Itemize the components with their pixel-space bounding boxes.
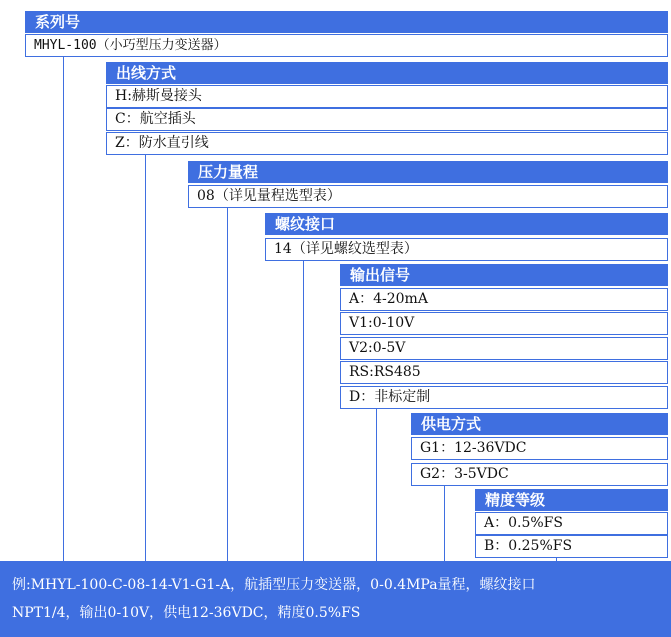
power-option: G1：12-36VDC (411, 437, 668, 460)
example-line-1: 例:MHYL-100-C-08-14-V1-G1-A，航插型压力变送器，0-0.4MPa量程，螺纹接口 (12, 577, 536, 593)
thread-value: 14（详见螺纹选型表） (265, 238, 668, 261)
accuracy-header: 精度等级 (475, 489, 668, 511)
connector-line-series (63, 57, 64, 561)
power-option: G2：3-5VDC (411, 463, 668, 486)
outlet-header: 出线方式 (106, 62, 668, 84)
signal-option: A：4-20mA (340, 288, 668, 311)
range-header: 压力量程 (188, 161, 668, 183)
series-header: 系列号 (25, 11, 668, 33)
accuracy-option: A：0.5%FS (475, 512, 668, 535)
connector-line-power (444, 486, 445, 561)
signal-option: D：非标定制 (340, 386, 668, 409)
signal-header: 输出信号 (340, 264, 668, 286)
example-line-2: NPT1/4，输出0-10V，供电12-36VDC，精度0.5%FS (12, 605, 361, 621)
series-value: MHYL-100（小巧型压力变送器） (25, 34, 668, 57)
accuracy-option: B：0.25%FS (475, 535, 668, 558)
connector-line-signal (376, 409, 377, 561)
signal-option: RS:RS485 (340, 361, 668, 384)
connector-line-range (227, 208, 228, 561)
power-header: 供电方式 (411, 413, 668, 435)
signal-option: V2:0-5V (340, 337, 668, 360)
example-footer (0, 561, 671, 637)
connector-line-thread (303, 261, 304, 561)
connector-line-outlet (145, 155, 146, 561)
outlet-option: H:赫斯曼接头 (106, 85, 668, 108)
range-value: 08（详见量程选型表） (188, 185, 668, 208)
outlet-option: Z：防水直引线 (106, 132, 668, 155)
outlet-option: C：航空插头 (106, 108, 668, 131)
thread-header: 螺纹接口 (265, 213, 668, 235)
signal-option: V1:0-10V (340, 312, 668, 335)
